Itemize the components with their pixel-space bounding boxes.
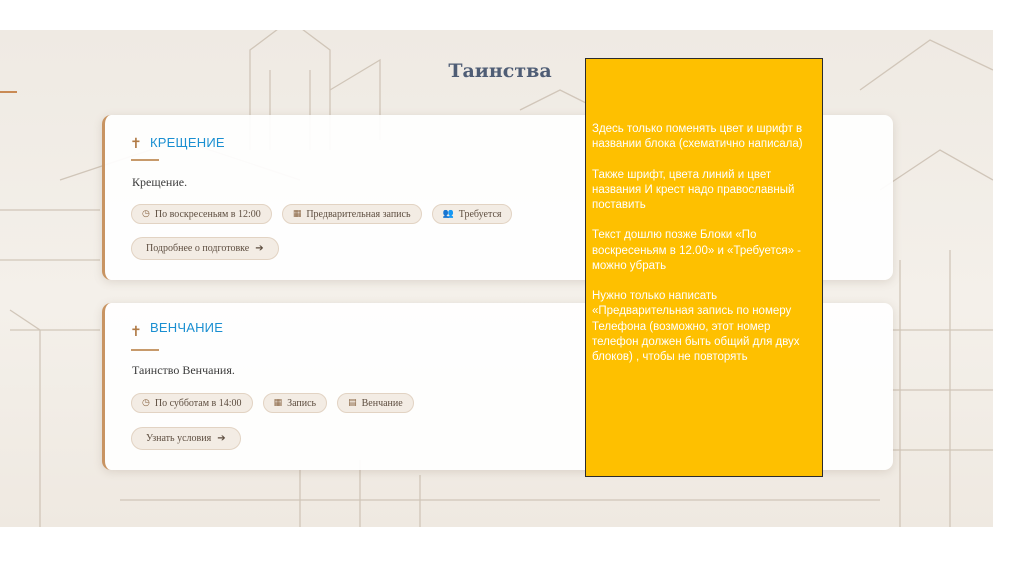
cross-icon: ✝ [130,324,142,340]
note-paragraph: Здесь только поменять цвет и шрифт в названии блока (схематично написала) [592,123,803,151]
note-paragraph: Нужно только написать «Предварительная запись по номеру Телефона (возможно, этот номер телефон должен быть общий для двух блоков) , чтобы не повторять [592,290,800,363]
book-icon: ▤ [348,398,357,408]
title-underline [131,159,159,161]
users-icon: 👥 [442,209,454,219]
cross-icon: ✝ [130,136,142,152]
chip-label: По воскресеньям в 12:00 [154,208,261,220]
clock-icon: ◷ [142,209,150,219]
booking-chip [263,393,328,413]
button-label: Узнать условия [146,433,212,444]
conditions-button[interactable] [131,427,241,450]
card-chips [131,393,414,413]
card-title: ВЕНЧАНИЕ [150,320,224,335]
arrow-right-icon: ➔ [255,243,264,254]
title-underline [131,349,159,351]
chip-label: Требуется [458,208,502,220]
left-accent-line [0,91,17,93]
chip-label: Предварительная запись [306,208,411,220]
note-paragraph: Также шрифт, цвета линий и цвет названия И крест надо православный поставить [592,168,795,211]
sacrament-chip [337,393,414,413]
chip-label: Запись [287,397,317,409]
card-title: КРЕЩЕНИЕ [150,135,225,150]
note-paragraph: Текст дошлю позже Блоки «По воскресеньям в 12.00» и «Требуется» - можно убрать [592,229,801,272]
card-description: Таинство Венчания. [132,363,235,377]
calendar-icon: ▦ [292,209,302,219]
booking-chip [282,204,422,224]
schedule-chip [131,393,253,413]
button-label: Подробнее о подготовке [146,243,250,254]
arrow-right-icon: ➔ [217,433,226,444]
page-title: Таинства [448,60,552,82]
details-button[interactable] [131,237,279,260]
chip-label: Венчание [361,397,403,409]
calendar-icon: ▦ [273,398,283,408]
comment-note [585,58,823,477]
card-chips [131,204,512,224]
requirement-chip [432,204,513,224]
card-description: Крещение. [132,175,188,189]
clock-icon: ◷ [142,398,150,408]
chip-label: По субботам в 14:00 [154,397,242,409]
schedule-chip [131,204,272,224]
